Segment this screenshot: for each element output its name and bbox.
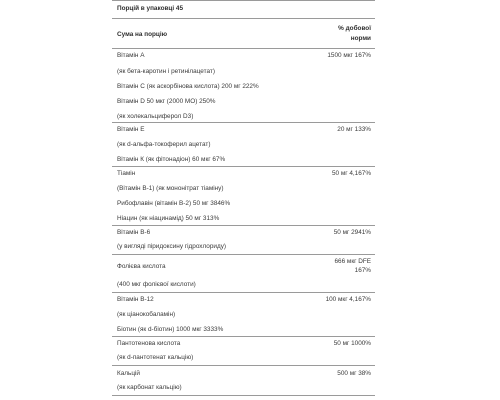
group-rule: [112, 122, 375, 123]
group-rule: [112, 365, 375, 366]
supplement-facts-table: [112, 0, 375, 400]
nutrient-detail: Вітамін К (як фітонадіон) 60 мкг 67%: [117, 156, 226, 163]
group-rule: [112, 166, 375, 167]
group-rule: [112, 292, 375, 293]
nutrient-detail: Ніацин (як ніацинамід) 50 мг 313%: [117, 215, 220, 222]
nutrient-name: Фолієва кислота: [117, 263, 166, 270]
amount-per-serving-header: Сума на порцію: [117, 31, 168, 38]
nutrient-name: Вітамін B-6: [117, 229, 151, 236]
servings-per-container: Порцій в упаковці 45: [117, 5, 184, 12]
nutrient-detail: Рибофлавін (вітамін B-2) 50 мг 3846%: [117, 200, 231, 207]
nutrient-value: 1500 мкг 167%: [327, 52, 371, 59]
nutrient-value-percent: 167%: [354, 267, 371, 274]
nutrient-value: 20 мг 133%: [337, 126, 371, 133]
nutrient-value: 50 мг 1000%: [333, 340, 371, 347]
nutrient-detail: (у вигляді піридоксину гідрохлориду): [117, 243, 227, 250]
nutrient-name: Вітамін Е: [117, 126, 145, 133]
nutrient-detail: (400 мкг фолієвої кислоти): [117, 281, 196, 288]
header-rule: [112, 18, 375, 19]
nutrient-value: 100 мкг 4,167%: [325, 296, 371, 303]
nutrient-detail: Вітамін C (як аскорбінова кислота) 200 мг 222%: [117, 83, 259, 90]
nutrient-detail: (як d-альфа-токоферил ацетат): [117, 141, 211, 148]
daily-value-header-line1: % добової: [338, 25, 371, 32]
nutrient-detail: Біотин (як d-біотин) 1000 мкг 3333%: [117, 326, 224, 333]
nutrient-detail: (як ціанокобаламін): [117, 311, 176, 318]
nutrient-detail: (як d-пантотенат кальцію): [117, 354, 194, 361]
top-rule: [112, 0, 375, 1]
nutrient-value: 50 мг 2941%: [333, 229, 371, 236]
nutrient-value: 50 мг 4,167%: [331, 170, 371, 177]
nutrient-detail: (Вітамін B-1) (як мононітрат тіаміну): [117, 185, 224, 192]
nutrient-detail: Вітамін D 50 мкг (2000 МО) 250%: [117, 98, 216, 105]
nutrient-value: 666 мкг DFE: [334, 258, 371, 265]
nutrient-detail: (як холекальциферол D3): [117, 113, 194, 120]
daily-value-header-line2: норми: [350, 35, 371, 42]
column-header-rule: [112, 48, 375, 49]
nutrient-name: Вітамін B-12: [117, 296, 154, 303]
nutrient-name: Пантотенова кислота: [117, 340, 181, 347]
group-rule: [112, 254, 375, 255]
nutrient-value: 500 мг 38%: [337, 370, 371, 377]
group-rule: [112, 395, 375, 396]
nutrient-name: Тіамін: [117, 170, 136, 177]
nutrient-detail: (як карбонат кальцію): [117, 384, 182, 391]
group-rule: [112, 336, 375, 337]
nutrient-name: Кальцій: [117, 370, 140, 377]
group-rule: [112, 225, 375, 226]
nutrient-name: Вітамін А: [117, 52, 145, 59]
nutrient-detail: (як бета-каротин і ретинілацетат): [117, 68, 215, 75]
